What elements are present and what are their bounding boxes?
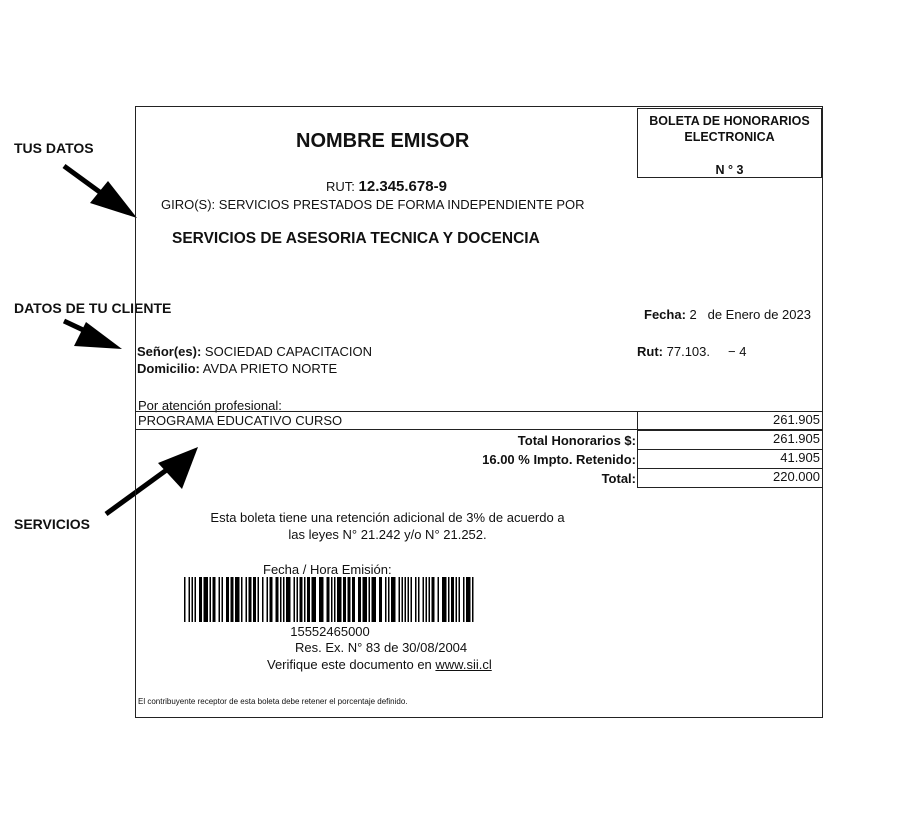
cliente-senor-value: SOCIEDAD CAPACITACION <box>204 344 373 359</box>
footer-note: El contribuyente receptor de esta boleta debe retener el porcentaje definido. <box>138 697 408 706</box>
emision-label: Fecha / Hora Emisión: <box>263 562 392 577</box>
emisor-name: NOMBRE EMISOR <box>296 130 470 152</box>
annotation-tus-datos: TUS DATOS <box>14 140 94 156</box>
nota-retencion <box>175 509 600 543</box>
emisor-giro: GIRO(S): SERVICIOS PRESTADOS DE FORMA INDEPENDIENTE POR <box>161 197 585 212</box>
fecha-value: 2 de Enero de 2023 <box>689 307 811 322</box>
cliente-senor-label: Señor(es): <box>137 344 202 359</box>
verifique-text: Verifique este documento en <box>267 657 432 672</box>
annotation-servicios: SERVICIOS <box>14 516 90 532</box>
cliente-rut-label: Rut: <box>637 344 663 359</box>
emisor-rut-label: RUT: <box>326 179 355 194</box>
nota-line1: Esta boleta tiene una retención adicional de 3% de acuerdo a <box>210 510 565 525</box>
annotation-datos-cliente: DATOS DE TU CLIENTE <box>14 300 172 316</box>
total-label: Total: <box>601 471 636 486</box>
barcode-image <box>184 577 476 622</box>
cliente-domicilio-value: AVDA PRIETO NORTE <box>202 361 338 376</box>
sii-link[interactable]: www.sii.cl <box>435 657 492 672</box>
boleta-number: N ° 3 <box>715 163 744 177</box>
emisor-servicios: SERVICIOS DE ASESORIA TECNICA Y DOCENCIA <box>172 230 540 247</box>
boleta-title-line1: BOLETA DE HONORARIOS <box>649 114 810 128</box>
resolucion: Res. Ex. N° 83 de 30/08/2004 <box>295 640 468 655</box>
cliente-domicilio <box>137 361 337 376</box>
detalle-item-value: 261.905 <box>637 411 823 430</box>
fecha-label: Fecha: <box>644 307 686 322</box>
total-honorarios-label: Total Honorarios $: <box>517 433 636 448</box>
emisor-rut <box>326 178 447 195</box>
total-honorarios-value: 261.905 <box>637 430 823 450</box>
arrow-icon-datos-cliente <box>64 321 122 349</box>
boleta-number-box <box>637 108 822 178</box>
cliente-senor <box>137 344 372 359</box>
nota-line2: las leyes N° 21.242 y/o N° 21.252. <box>288 527 487 542</box>
emisor-rut-value: 12.345.678-9 <box>358 178 447 195</box>
detalle-header: Por atención profesional: <box>138 398 282 413</box>
retencion-value: 41.905 <box>637 449 823 469</box>
total-value: 220.000 <box>637 468 823 488</box>
boleta-title-line2: ELECTRONICA <box>684 130 775 144</box>
fecha <box>644 307 811 322</box>
retencion-label: 16.00 % Impto. Retenido: <box>482 452 636 467</box>
cliente-domicilio-label: Domicilio: <box>137 361 200 376</box>
verifique <box>267 657 492 672</box>
barcode-number: 15552465000 <box>290 624 370 639</box>
arrow-icon-tus-datos <box>64 166 137 218</box>
detalle-item-row <box>135 411 638 430</box>
cliente-rut-value: 77.103. − 4 <box>666 344 747 359</box>
cliente-rut <box>637 344 747 359</box>
detalle-item: PROGRAMA EDUCATIVO CURSO <box>138 413 343 428</box>
